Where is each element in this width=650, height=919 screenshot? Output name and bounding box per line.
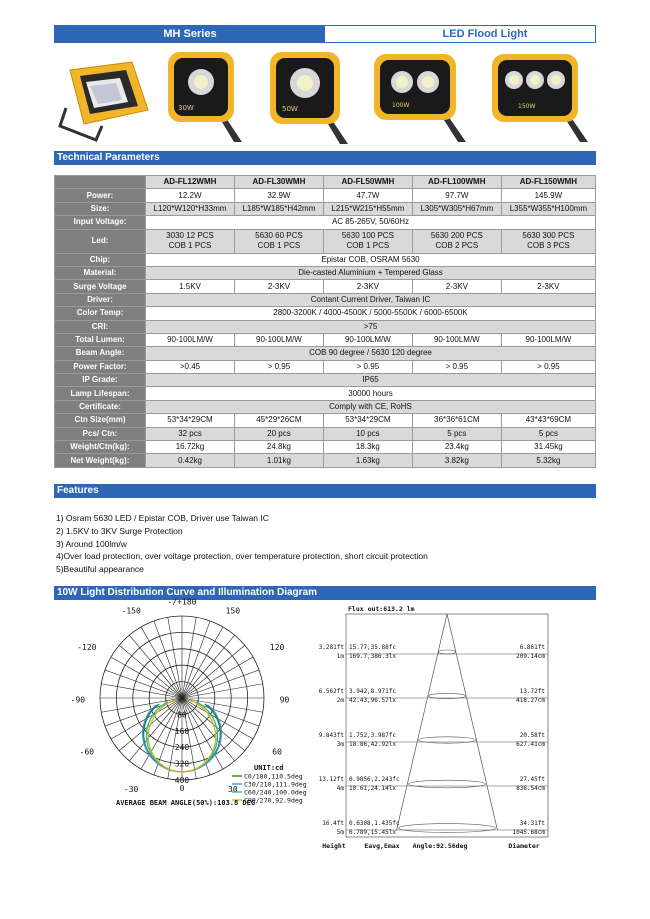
row-value: >0.45	[146, 360, 235, 373]
wattage-label-50w: 50W	[282, 105, 298, 113]
header-corner-cell	[55, 176, 146, 189]
polar-angle-label: 60	[272, 747, 282, 757]
polar-angle-label: 120	[269, 643, 285, 653]
wattage-label-150w: 150W	[518, 103, 536, 110]
row-value: 2-3KV	[501, 280, 595, 293]
table-row	[55, 307, 596, 320]
tech-params-title: Technical Parameters	[54, 151, 596, 165]
illum-fc: 1.752,3.987fc	[349, 732, 396, 739]
row-label: Chip:	[55, 253, 146, 266]
illum-lx: 18.86,42.92lx	[349, 741, 396, 748]
polar-angle-label: -60	[79, 747, 95, 757]
row-value: AC 85-265V, 50/60Hz	[146, 216, 596, 229]
wattage-label-100w: 100W	[392, 102, 410, 109]
diameter-ft: 27.45ft	[519, 776, 545, 783]
row-value: 145.9W	[501, 189, 595, 202]
row-label: Input Voltage:	[55, 216, 146, 229]
illum-fc: 15.77,35.88fc	[349, 644, 396, 651]
feature-item: 3) Around 100lm/w	[56, 538, 127, 549]
height-m: 2m	[336, 697, 344, 704]
model-header: AD-FL50WMH	[323, 176, 412, 189]
row-value: 31.45kg	[501, 441, 595, 454]
table-row	[55, 229, 596, 253]
row-value: 2-3KV	[412, 280, 501, 293]
table-row	[55, 400, 596, 413]
row-value: Epistar COB, OSRAM 5630	[146, 253, 596, 266]
row-value: 32.9W	[234, 189, 323, 202]
illum-footer-label: Eavg,Emax	[364, 842, 400, 850]
row-label: Power:	[55, 189, 146, 202]
row-label: Ctn Size(mm)	[55, 414, 146, 427]
row-value: > 0.95	[234, 360, 323, 373]
row-value: 97.7W	[412, 189, 501, 202]
row-label: CRI:	[55, 320, 146, 333]
row-value: 90-100LM/W	[146, 333, 235, 346]
polar-angle-label: 90	[279, 695, 290, 705]
row-value: 32 pcs	[146, 427, 235, 440]
row-label: Certificate:	[55, 400, 146, 413]
row-value: 3.82kg	[412, 454, 501, 467]
row-value: 12.2W	[146, 189, 235, 202]
table-row	[55, 189, 596, 202]
polar-angle-label: -90	[70, 695, 86, 705]
row-label: Net Weight(kg):	[55, 454, 146, 467]
row-value: 0.42kg	[146, 454, 235, 467]
series-header	[54, 25, 596, 43]
row-value: 5 pcs	[501, 427, 595, 440]
row-value: 43*43*69CM	[501, 414, 595, 427]
polar-angle-label: -120	[77, 643, 97, 653]
row-value: 10 pcs	[323, 427, 412, 440]
diameter-cm: 209.14cm	[516, 653, 545, 660]
illum-fc: 0.6308,1.435fc	[349, 820, 400, 827]
row-value: 5 pcs	[412, 427, 501, 440]
legend-entry: C60/240,100.0deg	[244, 788, 307, 797]
polar-angle-label: 0	[179, 784, 185, 794]
diameter-ft: 20.58ft	[519, 732, 545, 739]
illum-footer-label: Angle:92.56deg	[412, 842, 468, 850]
polar-angle-label: -30	[123, 785, 139, 795]
feature-item: 5)Beautiful appearance	[56, 564, 144, 575]
product-image-150w	[488, 50, 592, 142]
height-m: 1m	[336, 653, 344, 660]
row-value: 2800-3200K / 4000-4500K / 5000-5500K / 6000-6500K	[146, 307, 596, 320]
series-title: MH Series	[55, 26, 325, 42]
row-value: COB 90 degree / 5630 120 degree	[146, 347, 596, 360]
polar-angle-label: -150	[121, 606, 141, 616]
diagram-title: 10W Light Distribution Curve and Illumination Diagram	[54, 586, 596, 600]
height-ft: 13.12ft	[318, 776, 344, 783]
row-value: 2-3KV	[234, 280, 323, 293]
model-header: AD-FL100WMH	[412, 176, 501, 189]
illum-lx: 6.789,15.45lx	[349, 829, 396, 836]
row-value: Comply with CE, RoHS	[146, 400, 596, 413]
row-value: 90-100LM/W	[501, 333, 595, 346]
row-value: IP65	[146, 374, 596, 387]
row-label: Total Lumen:	[55, 333, 146, 346]
legend-entry: C90/270,92.9deg	[244, 796, 303, 805]
table-row	[55, 320, 596, 333]
row-value: L355*W355*H100mm	[501, 202, 595, 215]
row-value: Die-casted Aluminium + Tempered Glass	[146, 266, 596, 279]
table-row	[55, 374, 596, 387]
polar-angle-label: 30	[228, 785, 238, 795]
height-m: 4m	[336, 785, 344, 792]
illum-fc: 3.942,8.971fc	[349, 688, 396, 695]
diameter-cm: 627.41cm	[516, 741, 545, 748]
row-value: 53*34*29CM	[323, 414, 412, 427]
table-row	[55, 414, 596, 427]
model-header: AD-FL30WMH	[234, 176, 323, 189]
illum-lx: 10.61,24.14lx	[349, 785, 396, 792]
row-value: 16.72kg	[146, 441, 235, 454]
row-value: 45*29*26CM	[234, 414, 323, 427]
row-value: 5630 200 PCS COB 2 PCS	[412, 229, 501, 253]
row-value: L215*W215*H55mm	[323, 202, 412, 215]
table-row	[55, 427, 596, 440]
row-label: Weight/Ctn(kg):	[55, 441, 146, 454]
row-label: Pcs/ Ctn:	[55, 427, 146, 440]
table-row	[55, 202, 596, 215]
polar-unit-label: UNIT:cd	[254, 764, 284, 772]
diameter-ft: 13.72ft	[519, 688, 545, 695]
row-value: Contant Current Driver, Taiwan IC	[146, 293, 596, 306]
beam-angle-footer: AVERAGE BEAM ANGLE(50%):103.8 DEG	[116, 799, 256, 807]
row-value: 30000 hours	[146, 387, 596, 400]
polar-radial-label: 320	[174, 759, 190, 769]
row-value: > 0.95	[501, 360, 595, 373]
product-gallery	[54, 48, 596, 146]
product-image-50w	[266, 48, 352, 144]
polar-distribution-diagram	[54, 597, 307, 817]
row-value: 36*36*61CM	[412, 414, 501, 427]
table-row	[55, 454, 596, 467]
height-ft: 3.281ft	[318, 644, 344, 651]
diameter-cm: 1045.68cm	[512, 829, 545, 836]
row-value: 2-3KV	[323, 280, 412, 293]
model-header: AD-FL150WMH	[501, 176, 595, 189]
row-value: >75	[146, 320, 596, 333]
polar-chart	[54, 597, 307, 812]
row-label: Size:	[55, 202, 146, 215]
row-value: 5630 100 PCS COB 1 PCS	[323, 229, 412, 253]
spec-table	[54, 175, 596, 468]
row-value: 5630 300 PCS COB 3 PCS	[501, 229, 595, 253]
table-row	[55, 441, 596, 454]
row-value: > 0.95	[412, 360, 501, 373]
height-m: 3m	[336, 741, 344, 748]
row-value: 5.32kg	[501, 454, 595, 467]
row-value: 18.3kg	[323, 441, 412, 454]
row-label: Lamp Lifespan:	[55, 387, 146, 400]
row-value: 90-100LM/W	[234, 333, 323, 346]
row-value: L185*W185*H42mm	[234, 202, 323, 215]
feature-item: 1) Osram 5630 LED / Epistar COB, Driver use Taiwan IC	[56, 513, 269, 523]
table-row	[55, 253, 596, 266]
features-list	[56, 512, 428, 576]
table-row	[55, 387, 596, 400]
wattage-label-30w: 30W	[178, 104, 194, 112]
row-label: Led:	[55, 229, 146, 253]
row-value: 53*34*29CM	[146, 414, 235, 427]
features-title: Features	[54, 484, 596, 498]
row-label: Surge Voltage	[55, 280, 146, 293]
row-label: Power Factor:	[55, 360, 146, 373]
row-value: L305*W305*H67mm	[412, 202, 501, 215]
product-image-100w	[370, 50, 470, 142]
row-value: 20 pcs	[234, 427, 323, 440]
illum-lx: 169.7,386.3lx	[349, 653, 396, 660]
row-value: 90-100LM/W	[323, 333, 412, 346]
feature-item: 2) 1.5KV to 3KV Surge Protection	[56, 525, 183, 536]
row-value: 24.8kg	[234, 441, 323, 454]
row-label: IP Grade:	[55, 374, 146, 387]
row-value: 1.63kg	[323, 454, 412, 467]
row-value: > 0.95	[323, 360, 412, 373]
table-row	[55, 347, 596, 360]
illumination-chart	[312, 602, 552, 852]
polar-radial-label: 400	[174, 776, 190, 785]
polar-radial-label: 80	[177, 710, 187, 720]
feature-item: 4)Over load protection, over voltage protection, over temperature protection, short circuit protection	[56, 551, 428, 562]
row-value: 1.5KV	[146, 280, 235, 293]
row-label: Material:	[55, 266, 146, 279]
table-row	[55, 333, 596, 346]
category-title: LED Flood Light	[442, 28, 528, 40]
row-value: 5630 60 PCS COB 1 PCS	[234, 229, 323, 253]
row-value: 47.7W	[323, 189, 412, 202]
row-label: Driver:	[55, 293, 146, 306]
table-row	[55, 360, 596, 373]
polar-radial-label: 240	[174, 743, 190, 753]
height-ft: 9.843ft	[318, 732, 344, 739]
table-row	[55, 293, 596, 306]
table-row	[55, 280, 596, 293]
product-image-30w	[164, 48, 246, 142]
row-value: 1.01kg	[234, 454, 323, 467]
table-row	[55, 266, 596, 279]
height-m: 5m	[336, 829, 344, 836]
illumination-diagram	[312, 602, 552, 857]
table-row	[55, 216, 596, 229]
model-header: AD-FL12WMH	[146, 176, 235, 189]
diameter-cm: 836.54cm	[516, 785, 545, 792]
product-image-12w	[56, 56, 152, 144]
illum-fc: 0.9856,2.243fc	[349, 776, 400, 783]
row-value: 90-100LM/W	[412, 333, 501, 346]
polar-angle-label: 150	[225, 606, 241, 616]
illum-footer-label: Height	[322, 842, 346, 850]
row-value: 23.4kg	[412, 441, 501, 454]
height-ft: 6.562ft	[318, 688, 344, 695]
polar-radial-label: 160	[174, 726, 190, 736]
legend-entry: C30/210,111.9deg	[244, 780, 307, 789]
illum-footer-label: Diameter	[508, 842, 540, 850]
illum-lx: 42.43,96.57lx	[349, 697, 396, 704]
flux-label: Flux out:613.2 lm	[348, 605, 415, 613]
diameter-ft: 34.31ft	[519, 820, 545, 827]
polar-angle-label: -/+180	[167, 597, 197, 607]
row-label: Beam Angle:	[55, 347, 146, 360]
diameter-ft: 6.861ft	[519, 644, 545, 651]
legend-entry: C0/180,110.5deg	[244, 772, 303, 781]
row-label: Color Temp:	[55, 307, 146, 320]
height-ft: 16.4ft	[322, 820, 344, 827]
row-value: 3030 12 PCS COB 1 PCS	[146, 229, 235, 253]
diameter-cm: 418.27cm	[516, 697, 545, 704]
row-value: L120*W120*H33mm	[146, 202, 235, 215]
